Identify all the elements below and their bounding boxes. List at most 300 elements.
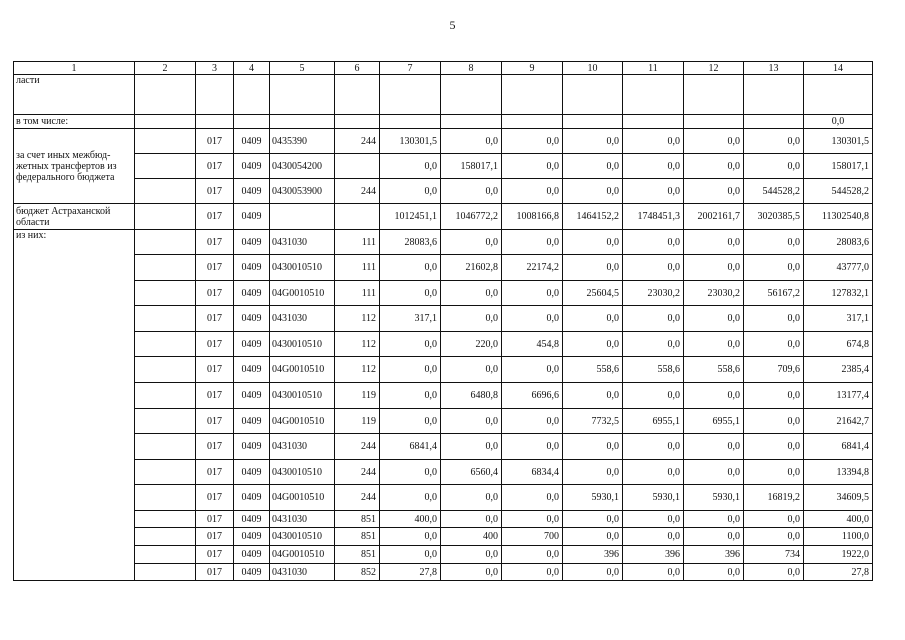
table-cell: 0,0 [502, 129, 563, 154]
table-cell: 6480,8 [441, 383, 502, 409]
table-cell: 0,0 [380, 528, 441, 546]
table-row [14, 511, 873, 528]
table-cell: 0,0 [563, 154, 623, 179]
table-cell: 0,0 [623, 179, 684, 204]
table-cell: 0435390 [270, 129, 335, 154]
table-cell [380, 75, 441, 115]
table-cell: 23030,2 [684, 281, 744, 306]
table-cell [234, 115, 270, 129]
table-cell: 0409 [234, 511, 270, 528]
table-cell: 1012451,1 [380, 204, 441, 230]
table-row [14, 485, 873, 511]
table-cell: 5930,1 [684, 485, 744, 511]
table-cell: 851 [335, 528, 380, 546]
table-cell: 0,0 [744, 332, 804, 357]
table-cell: 0,0 [441, 306, 502, 332]
table-cell: 28083,6 [380, 230, 441, 255]
table-cell: 558,6 [563, 357, 623, 383]
column-header: 11 [623, 62, 684, 75]
table-cell [196, 75, 234, 115]
row-label: бюджет Астраханской области [14, 204, 135, 230]
table-cell: 1748451,3 [623, 204, 684, 230]
table-cell [135, 255, 196, 281]
table-cell: 544528,2 [744, 179, 804, 204]
table-cell: 0,0 [502, 434, 563, 460]
table-cell: 0,0 [744, 460, 804, 485]
table-cell [335, 75, 380, 115]
table-cell [623, 115, 684, 129]
table-cell: 017 [196, 129, 234, 154]
table-cell [135, 564, 196, 581]
table-cell: 017 [196, 460, 234, 485]
table-cell: 0,0 [441, 179, 502, 204]
table-row [14, 332, 873, 357]
table-row [14, 383, 873, 409]
table-cell: 0430054200 [270, 154, 335, 179]
table-cell [135, 332, 196, 357]
header-row [14, 62, 873, 75]
table-cell: 0,0 [623, 383, 684, 409]
table-cell: 0,0 [441, 281, 502, 306]
table-row [14, 204, 873, 230]
table-cell [196, 115, 234, 129]
column-header: 13 [744, 62, 804, 75]
table-cell: 0409 [234, 332, 270, 357]
table-cell: 2385,4 [804, 357, 873, 383]
table-cell: 0409 [234, 383, 270, 409]
table-cell: 0,0 [684, 460, 744, 485]
column-header: 1 [14, 62, 135, 75]
table-cell: 017 [196, 230, 234, 255]
table-row [14, 460, 873, 485]
table-cell: 0,0 [502, 179, 563, 204]
table-cell: 111 [335, 281, 380, 306]
table-cell: 0,0 [502, 511, 563, 528]
table-cell: 0,0 [380, 179, 441, 204]
table-cell: 04G0010510 [270, 357, 335, 383]
table-cell: 0,0 [563, 511, 623, 528]
table-cell: 700 [502, 528, 563, 546]
table-cell: 0430010510 [270, 332, 335, 357]
table-cell: 0430010510 [270, 255, 335, 281]
table-cell: 0,0 [502, 546, 563, 564]
table-cell: 396 [563, 546, 623, 564]
table-cell [502, 115, 563, 129]
table-cell: 0,0 [623, 154, 684, 179]
table-cell: 0,0 [744, 383, 804, 409]
table-cell: 130301,5 [380, 129, 441, 154]
table-cell: 28083,6 [804, 230, 873, 255]
table-cell: 0,0 [684, 230, 744, 255]
table-cell: 0,0 [380, 332, 441, 357]
table-cell: 23030,2 [623, 281, 684, 306]
table-cell: 130301,5 [804, 129, 873, 154]
table-cell: 127832,1 [804, 281, 873, 306]
table-cell: 0,0 [744, 306, 804, 332]
column-header: 2 [135, 62, 196, 75]
table-cell: 317,1 [380, 306, 441, 332]
table-cell: 0,0 [684, 129, 744, 154]
table-cell: 0,0 [380, 154, 441, 179]
table-cell: 0,0 [563, 230, 623, 255]
row-label: в том числе: [14, 115, 135, 129]
table-cell: 0431030 [270, 230, 335, 255]
table-cell: 1464152,2 [563, 204, 623, 230]
table-cell: 0431030 [270, 434, 335, 460]
table-cell [135, 546, 196, 564]
table-row [14, 154, 873, 179]
table-row [14, 255, 873, 281]
table-cell [563, 115, 623, 129]
table-cell: 852 [335, 564, 380, 581]
table-cell: 017 [196, 255, 234, 281]
table-cell [135, 154, 196, 179]
table-cell: 27,8 [804, 564, 873, 581]
table-cell: 1100,0 [804, 528, 873, 546]
table-cell: 0,0 [441, 129, 502, 154]
table-cell: 43777,0 [804, 255, 873, 281]
table-cell: 21602,8 [441, 255, 502, 281]
table-cell: 25604,5 [563, 281, 623, 306]
table-cell: 0409 [234, 154, 270, 179]
table-cell: 0,0 [684, 154, 744, 179]
table-row [14, 434, 873, 460]
table-cell: 0,0 [563, 383, 623, 409]
table-row [14, 75, 873, 115]
column-header: 7 [380, 62, 441, 75]
column-header: 8 [441, 62, 502, 75]
table-cell: 0,0 [623, 230, 684, 255]
table-cell: 112 [335, 357, 380, 383]
table-cell [684, 115, 744, 129]
table-cell [135, 383, 196, 409]
table-cell: 0,0 [502, 306, 563, 332]
table-cell: 0409 [234, 409, 270, 434]
table-cell [502, 75, 563, 115]
table-cell: 2002161,7 [684, 204, 744, 230]
table-cell: 400,0 [804, 511, 873, 528]
table-cell: 0,0 [623, 332, 684, 357]
table-cell: 017 [196, 179, 234, 204]
table-cell [135, 115, 196, 129]
table-cell: 0409 [234, 434, 270, 460]
table-cell: 56167,2 [744, 281, 804, 306]
table-cell: 0,0 [684, 434, 744, 460]
table-row [14, 115, 873, 129]
table-cell [234, 75, 270, 115]
table-cell: 0,0 [684, 528, 744, 546]
table-row [14, 409, 873, 434]
table-cell: 111 [335, 255, 380, 281]
table-cell: 0409 [234, 546, 270, 564]
table-cell: 1008166,8 [502, 204, 563, 230]
table-cell: 544528,2 [804, 179, 873, 204]
table-cell: 0,0 [380, 409, 441, 434]
table-cell: 6560,4 [441, 460, 502, 485]
table-cell [563, 75, 623, 115]
table-cell: 0,0 [744, 511, 804, 528]
table-cell: 0,0 [380, 485, 441, 511]
table-cell [135, 460, 196, 485]
table-cell: 0,0 [744, 129, 804, 154]
table-cell: 22174,2 [502, 255, 563, 281]
table-cell: 709,6 [744, 357, 804, 383]
table-cell [441, 115, 502, 129]
table-cell [135, 75, 196, 115]
table-cell: 0,0 [441, 546, 502, 564]
table-cell [135, 281, 196, 306]
table-cell: 558,6 [684, 357, 744, 383]
table-cell: 0431030 [270, 564, 335, 581]
table-cell: 0,0 [502, 409, 563, 434]
table-cell: 0430053900 [270, 179, 335, 204]
table-cell: 04G0010510 [270, 546, 335, 564]
table-cell: 0,0 [684, 332, 744, 357]
table-cell: 017 [196, 306, 234, 332]
table-row [14, 129, 873, 154]
table-cell [441, 75, 502, 115]
table-row [14, 281, 873, 306]
table-cell: 0,0 [684, 179, 744, 204]
column-header: 14 [804, 62, 873, 75]
table-cell: 851 [335, 511, 380, 528]
table-cell: 13177,4 [804, 383, 873, 409]
table-cell: 0,0 [441, 485, 502, 511]
table-cell: 6834,4 [502, 460, 563, 485]
table-cell: 0409 [234, 564, 270, 581]
table-cell: 0,0 [623, 434, 684, 460]
table-cell: 0409 [234, 485, 270, 511]
table-cell [135, 204, 196, 230]
table-cell: 0,0 [502, 230, 563, 255]
table-cell: 7732,5 [563, 409, 623, 434]
table-cell [270, 115, 335, 129]
table-cell [335, 204, 380, 230]
table-cell: 0,0 [744, 255, 804, 281]
table-cell [623, 75, 684, 115]
table-cell: 158017,1 [441, 154, 502, 179]
column-header: 9 [502, 62, 563, 75]
table-cell: 0,0 [502, 564, 563, 581]
table-cell: 0,0 [502, 485, 563, 511]
column-header: 6 [335, 62, 380, 75]
table-cell: 6841,4 [380, 434, 441, 460]
table-cell: 0,0 [380, 383, 441, 409]
table-cell: 017 [196, 281, 234, 306]
table-cell: 27,8 [380, 564, 441, 581]
table-cell: 0,0 [744, 409, 804, 434]
column-header: 5 [270, 62, 335, 75]
table-cell: 0,0 [744, 154, 804, 179]
table-cell [804, 75, 873, 115]
table-cell: 0430010510 [270, 528, 335, 546]
budget-table [13, 61, 873, 581]
table-cell: 0,0 [563, 129, 623, 154]
table-cell: 0,0 [380, 255, 441, 281]
table-row [14, 546, 873, 564]
table-cell: 5930,1 [563, 485, 623, 511]
row-label: за счет иных межбюд-жетных трансфертов из федерального бюджета [14, 129, 135, 204]
table-cell [135, 230, 196, 255]
table-cell: 21642,7 [804, 409, 873, 434]
table-cell: 0,0 [684, 383, 744, 409]
table-cell: 0409 [234, 129, 270, 154]
table-cell: 454,8 [502, 332, 563, 357]
table-cell: 400 [441, 528, 502, 546]
table-cell [135, 434, 196, 460]
row-label: ласти [14, 75, 135, 115]
table-cell: 0,0 [441, 434, 502, 460]
table-cell: 0,0 [502, 281, 563, 306]
table-cell: 396 [684, 546, 744, 564]
table-cell: 0409 [234, 357, 270, 383]
table-cell: 0,0 [623, 460, 684, 485]
table-cell: 0409 [234, 460, 270, 485]
table-cell: 734 [744, 546, 804, 564]
table-cell: 0,0 [744, 230, 804, 255]
table-cell: 017 [196, 485, 234, 511]
table-cell: 244 [335, 434, 380, 460]
table-cell: 6955,1 [684, 409, 744, 434]
table-cell: 04G0010510 [270, 409, 335, 434]
column-header: 12 [684, 62, 744, 75]
table-cell: 04G0010510 [270, 281, 335, 306]
table-cell: 112 [335, 306, 380, 332]
table-cell: 112 [335, 332, 380, 357]
table-cell: 11302540,8 [804, 204, 873, 230]
table-cell: 0,0 [804, 115, 873, 129]
table-cell: 1922,0 [804, 546, 873, 564]
table-cell [135, 129, 196, 154]
table-cell: 558,6 [623, 357, 684, 383]
table-cell: 0,0 [380, 281, 441, 306]
table-cell: 0,0 [684, 306, 744, 332]
table-cell: 244 [335, 129, 380, 154]
row-label: из них: [14, 230, 135, 581]
table-cell: 0,0 [744, 564, 804, 581]
table-cell: 0,0 [684, 511, 744, 528]
column-header: 10 [563, 62, 623, 75]
table-cell: 0,0 [441, 409, 502, 434]
table-cell: 244 [335, 179, 380, 204]
table-cell: 0,0 [744, 434, 804, 460]
table-cell: 017 [196, 332, 234, 357]
table-cell: 0,0 [684, 255, 744, 281]
table-cell: 017 [196, 409, 234, 434]
table-cell: 0430010510 [270, 383, 335, 409]
table-cell [744, 75, 804, 115]
table-cell: 0,0 [563, 332, 623, 357]
table-cell: 244 [335, 485, 380, 511]
table-cell: 0,0 [623, 511, 684, 528]
table-cell [135, 409, 196, 434]
table-cell: 0,0 [380, 460, 441, 485]
table-cell: 0,0 [441, 511, 502, 528]
table-cell: 111 [335, 230, 380, 255]
table-body [14, 62, 873, 581]
table-cell: 0,0 [623, 129, 684, 154]
table-cell: 0409 [234, 281, 270, 306]
table-cell: 0,0 [563, 564, 623, 581]
table-cell: 017 [196, 434, 234, 460]
table-cell: 0,0 [623, 528, 684, 546]
table-cell [135, 179, 196, 204]
table-cell: 017 [196, 546, 234, 564]
table-cell: 119 [335, 409, 380, 434]
table-cell: 0,0 [623, 306, 684, 332]
table-cell: 119 [335, 383, 380, 409]
table-cell [135, 528, 196, 546]
table-cell: 244 [335, 460, 380, 485]
table-cell [135, 357, 196, 383]
table-cell [744, 115, 804, 129]
table-cell: 158017,1 [804, 154, 873, 179]
table-cell: 674,8 [804, 332, 873, 357]
table-cell: 0,0 [744, 528, 804, 546]
table-cell: 017 [196, 528, 234, 546]
table-cell [270, 204, 335, 230]
table-cell: 6955,1 [623, 409, 684, 434]
column-header: 3 [196, 62, 234, 75]
table-cell: 0,0 [563, 434, 623, 460]
table-cell: 13394,8 [804, 460, 873, 485]
table-cell [380, 115, 441, 129]
table-cell: 0431030 [270, 511, 335, 528]
table-cell [335, 115, 380, 129]
table-cell: 0409 [234, 255, 270, 281]
table-cell: 0,0 [563, 179, 623, 204]
table-cell [684, 75, 744, 115]
table-row [14, 564, 873, 581]
table-cell [270, 75, 335, 115]
table-row [14, 357, 873, 383]
table-cell: 017 [196, 154, 234, 179]
table-cell: 017 [196, 383, 234, 409]
table-row [14, 179, 873, 204]
table-cell: 017 [196, 204, 234, 230]
table-cell: 0,0 [502, 357, 563, 383]
table-cell: 6696,6 [502, 383, 563, 409]
table-cell: 0,0 [380, 546, 441, 564]
table-cell: 017 [196, 564, 234, 581]
table-cell: 017 [196, 511, 234, 528]
table-cell: 400,0 [380, 511, 441, 528]
table-cell: 0,0 [380, 357, 441, 383]
table-cell: 0,0 [563, 528, 623, 546]
table-cell: 0,0 [563, 306, 623, 332]
table-cell: 220,0 [441, 332, 502, 357]
table-cell: 0,0 [502, 154, 563, 179]
table-cell: 396 [623, 546, 684, 564]
table-cell: 0,0 [441, 564, 502, 581]
table-cell: 0,0 [623, 255, 684, 281]
table-row [14, 230, 873, 255]
table-cell [135, 511, 196, 528]
table-cell [335, 154, 380, 179]
table-cell [135, 485, 196, 511]
table-cell: 0,0 [441, 357, 502, 383]
table-cell: 6841,4 [804, 434, 873, 460]
table-cell [135, 306, 196, 332]
table-cell: 0430010510 [270, 460, 335, 485]
table-cell: 851 [335, 546, 380, 564]
table-cell: 3020385,5 [744, 204, 804, 230]
table-cell: 0409 [234, 528, 270, 546]
table-cell: 0409 [234, 179, 270, 204]
table-cell: 0,0 [684, 564, 744, 581]
table-cell: 34609,5 [804, 485, 873, 511]
table-cell: 017 [196, 357, 234, 383]
